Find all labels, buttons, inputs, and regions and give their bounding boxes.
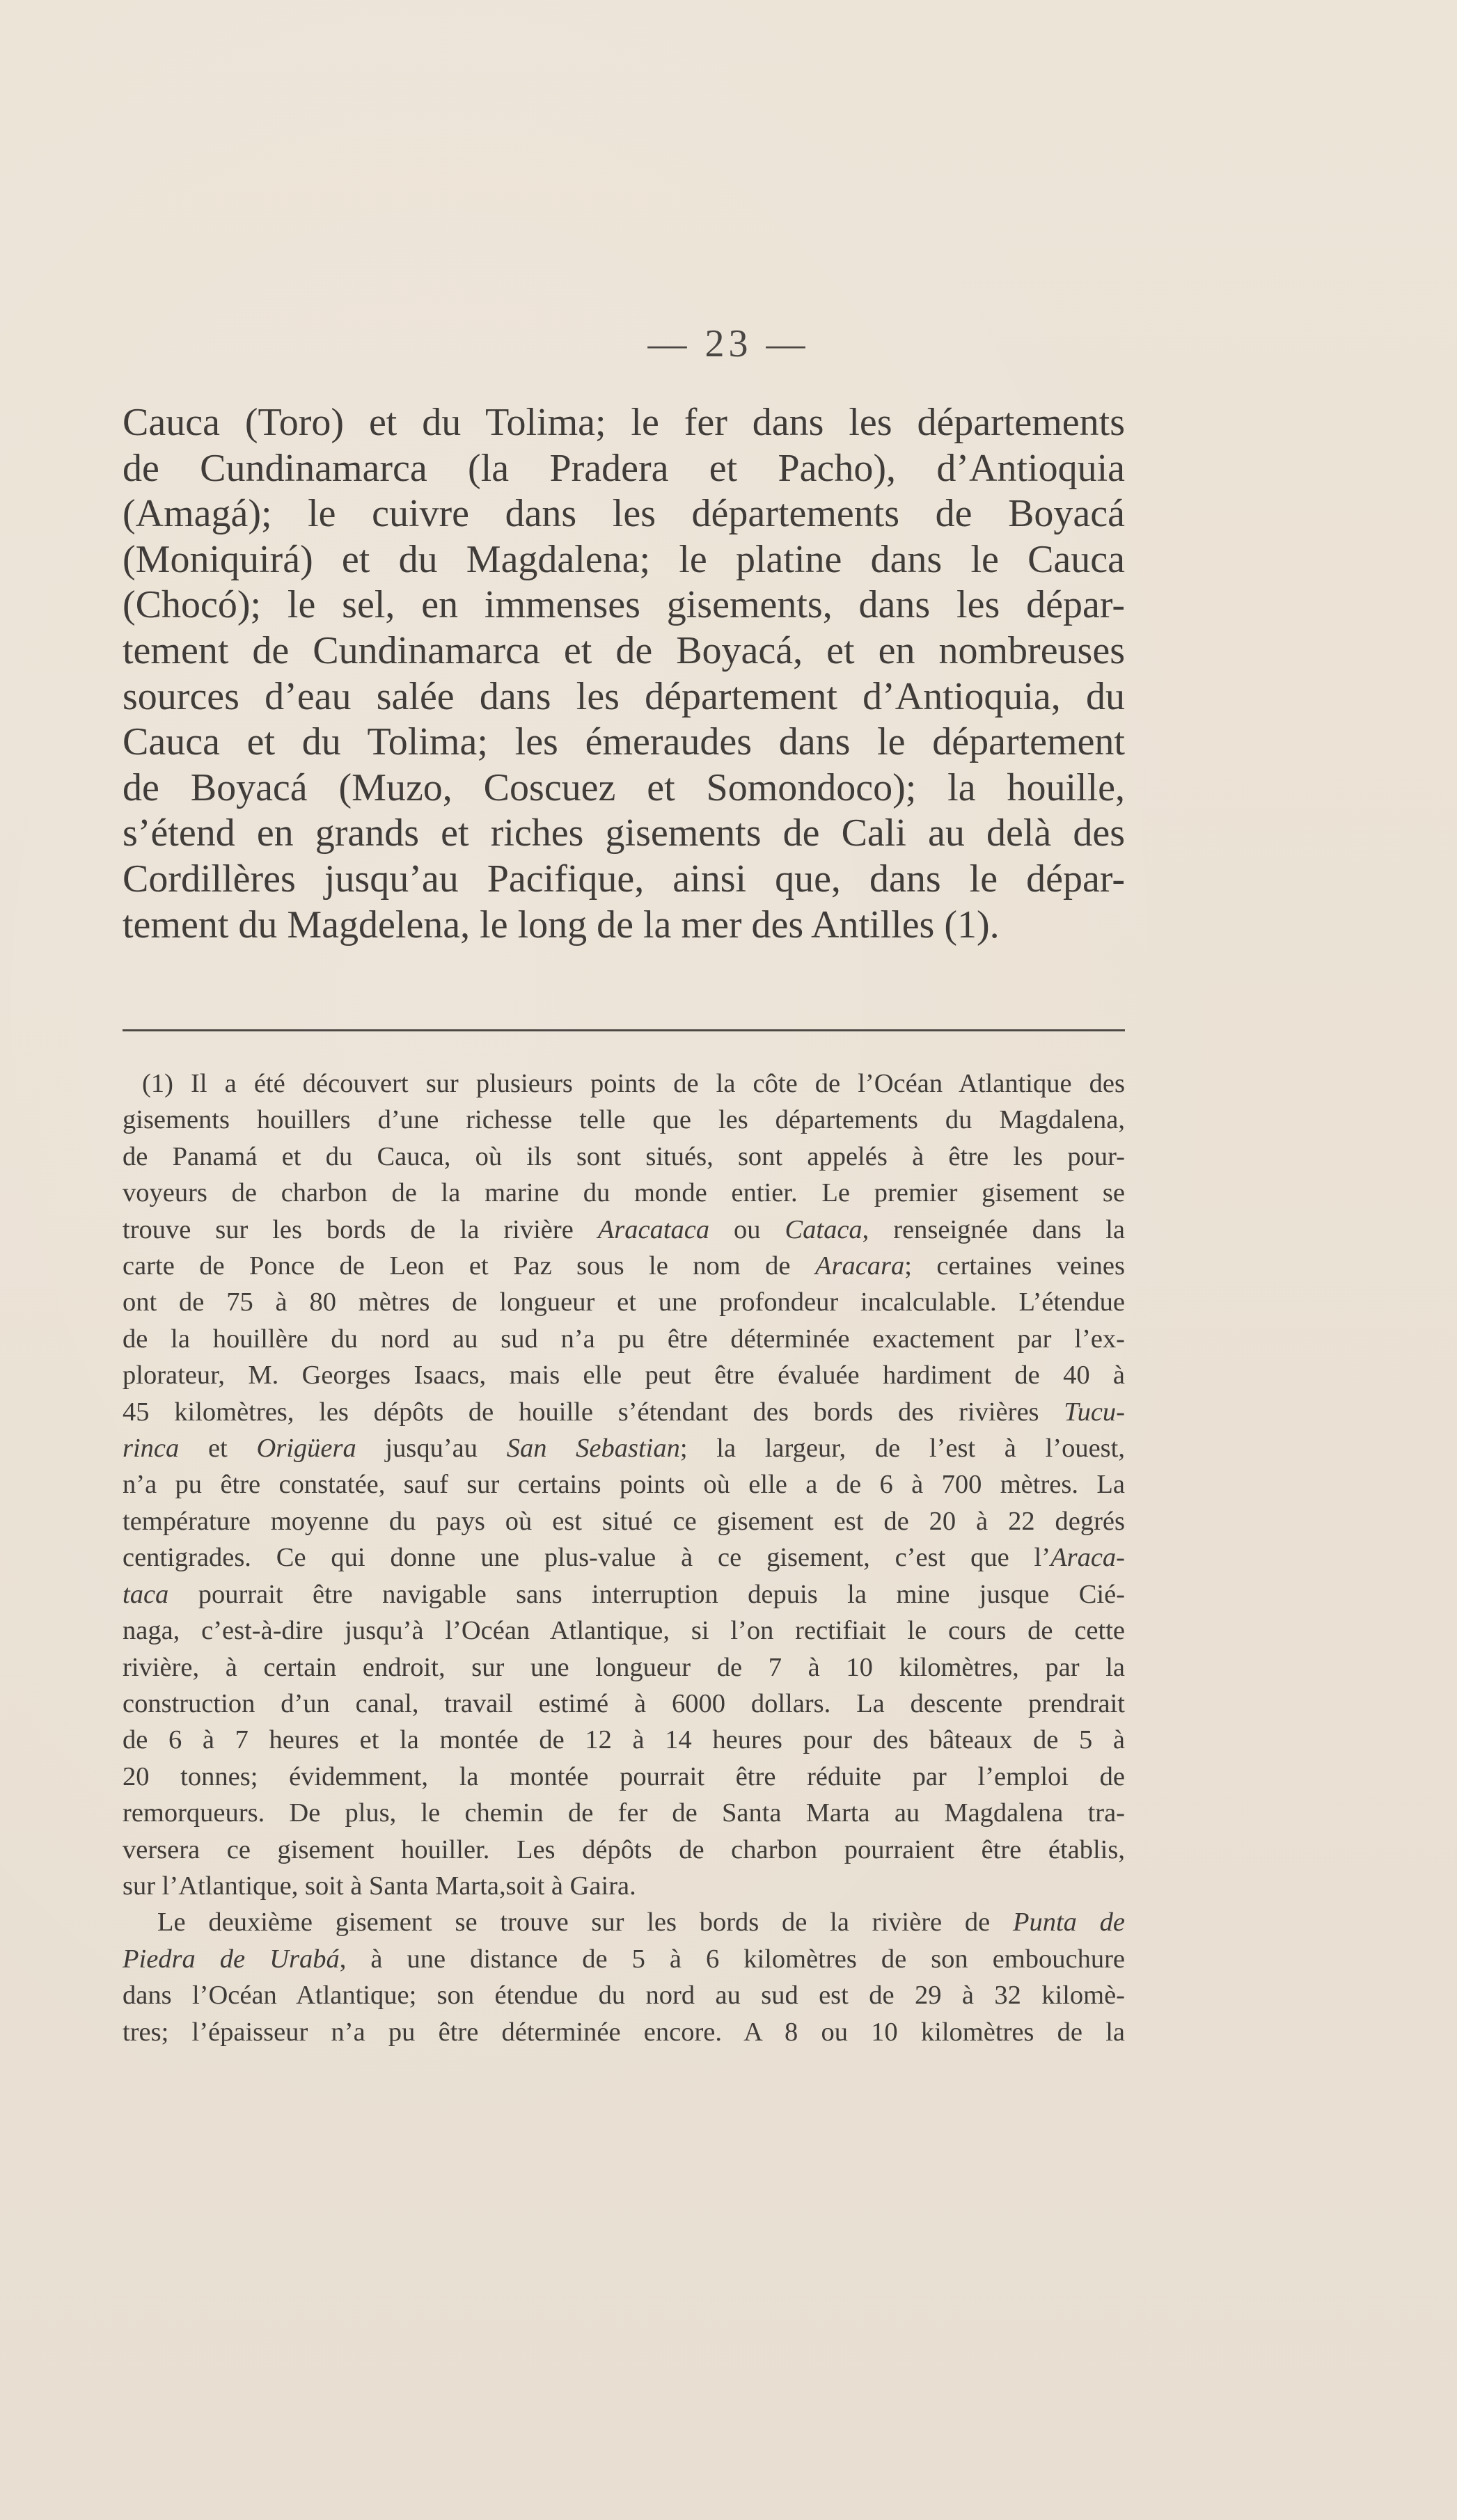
footnote-line: Piedra de Urabá, à une distance de 5 à 6 kilomètres de son embouchure [123,1944,1125,1974]
footnote-line: n’a pu être constatée, sauf sur certains points où elle a de 6 à 700 mètres. La [123,1470,1125,1500]
footnote-line: dans l’Océan Atlantique; son étendue du nord au sud est de 29 à 32 kilomè- [123,1981,1125,2011]
footnote [123,1065,1125,2050]
footnote-line: rivière, à certain endroit, sur une longueur de 7 à 10 kilomètres, par la [123,1652,1125,1682]
footnote-line: 20 tonnes; évidemment, la montée pourrait être réduite par l’emploi de [123,1761,1125,1791]
footnote-line: température moyenne du pays où est situé ce gisement est de 20 à 22 degrés [123,1506,1125,1536]
footnote-line: taca pourrait être navigable sans interruption depuis la mine jusque Cié- [123,1579,1125,1609]
text-line: Cauca et du Tolima; les émeraudes dans le département [123,720,1125,764]
footnote-line: voyeurs de charbon de la marine du monde entier. Le premier gisement se [123,1178,1125,1208]
text-line: Cordillères jusqu’au Pacifique, ainsi que, dans le dépar- [123,857,1125,901]
footnote-line: plorateur, M. Georges Isaacs, mais elle peut être évaluée hardiment de 40 à [123,1361,1125,1390]
text-line: tement du Magdelena, le long de la mer des Antilles (1). [123,903,1000,946]
text-line: (Amagá); le cuivre dans les départements de Boyacá [123,492,1125,536]
text-line: (Chocó); le sel, en immenses gisements, dans les dépar- [123,583,1125,627]
footnote-line: tres; l’épaisseur n’a pu être déterminée encore. A 8 ou 10 kilomètres de la [123,2017,1125,2047]
text-line: s’étend en grands et riches gisements de Cali au delà des [123,811,1125,855]
footnote-line: de Panamá et du Cauca, où ils sont situés, sont appelés à être les pour- [123,1141,1125,1171]
page-number: — 23 — [647,322,810,365]
text-line: (Moniquirá) et du Magdalena; le platine dans le Cauca [123,537,1125,581]
footnote-line: de 6 à 7 heures et la montée de 12 à 14 heures pour des bâteaux de 5 à [123,1725,1125,1755]
text-line: Cauca (Toro) et du Tolima; le fer dans les départements [123,401,1125,444]
footnote-line: trouve sur les bords de la rivière Aracataca ou Cataca, renseignée dans la [123,1214,1126,1244]
footnote-line: gisements houillers d’une richesse telle que les départements du Magdalena, [123,1105,1125,1135]
footnote-line: centigrades. Ce qui donne une plus-value à ce gisement, c’est que l’Araca- [123,1543,1125,1573]
text-line: tement de Cundinamarca et de Boyacá, et en nombreuses [123,628,1125,672]
footnote-line: remorqueurs. De plus, le chemin de fer de Santa Marta au Magdalena tra- [123,1798,1125,1828]
footnote-line: construction d’un canal, travail estimé à 6000 dollars. La descente prendrait [123,1688,1125,1718]
footnote-line: rinca et Origüera jusqu’au San Sebastian; la largeur, de l’est à l’ouest, [123,1434,1125,1464]
footnote-line: ont de 75 à 80 mètres de longueur et une profondeur incalculable. L’étendue [123,1287,1125,1317]
footnote-line: 45 kilomètres, les dépôts de houille s’étendant des bords des rivières Tucu- [123,1397,1125,1427]
footnote-separator [123,1029,1125,1031]
footnote-line: (1) Il a été découvert sur plusieurs points de la côte de l’Océan Atlantique des [142,1069,1125,1098]
text-line: de Cundinamarca (la Pradera et Pacho), d’Antioquia [123,446,1125,490]
footnote-line: naga, c’est-à-dire jusqu’à l’Océan Atlantique, si l’on rectifiait le cours de cette [123,1616,1125,1646]
footnote-line: de la houillère du nord au sud n’a pu être déterminée exactement par l’ex- [123,1324,1125,1354]
text-line: sources d’eau salée dans les département d’Antioquia, du [123,674,1125,718]
text-line: de Boyacá (Muzo, Coscuez et Somondoco); la houille, [123,766,1125,809]
footnote-line: Le deuxième gisement se trouve sur les bords de la rivière de Punta de [157,1908,1126,1937]
footnote-line: carte de Ponce de Leon et Paz sous le nom de Aracara; certaines veines [123,1251,1126,1281]
footnote-line: sur l’Atlantique, soit à Santa Marta,soit à Gaira. [123,1871,636,1901]
footnote-line: versera ce gisement houiller. Les dépôts de charbon pourraient être établis, [123,1834,1125,1864]
main-text [123,400,1125,948]
